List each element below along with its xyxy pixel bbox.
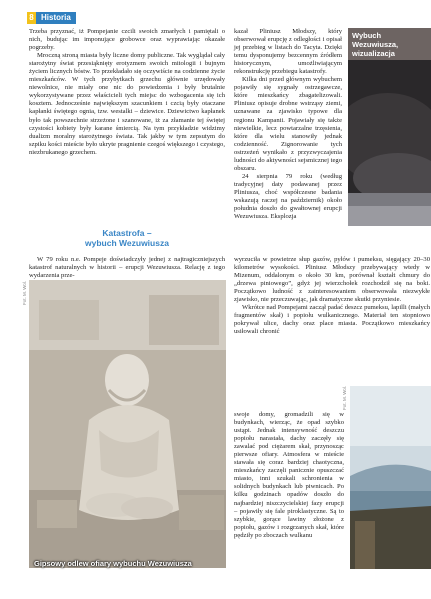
landscape-photo xyxy=(350,386,431,569)
landscape-illustration xyxy=(350,386,431,569)
subheading-line-1: Katastrofa – xyxy=(102,228,152,238)
paragraph: swoje domy, gromadzili się w budynkach, wierząc, że opad szybko ustąpi. Jednak intensywność deszczu popiołu narastała, dachy zaczęły się zawalać pod ciężarem skał, przynosząc pierwsze ofiary. Atmosfera w mieście stawała się coraz bardziej chaotyczna, mieszkańcy zaczęli panicznie opuszczać miasto, inni szukali schronienia w solidnych budynkach lub piwnicach. Po kilku godzinach opadów doszło do najbardziej niszczycielskiej fazy erupcji – pojawiły się fale piroklastyczne. Są to szybkie, gorące lawiny złożone z popiołu, gazów i rozgrzanych skał, które pędziły po zboczach wulkanu xyxy=(234,411,344,539)
paragraph: W 79 roku n.e. Pompeje doświadczyły jednej z najtragiczniejszych katastrof naturalnych w historii – erupcji Wezuwiusza. Relację z tego wydarzenia prze- xyxy=(29,256,225,280)
paragraph: Wkrótce nad Pompejami zaczął padać deszcz pumeksu, lapilli (małych fragmentów skał) i popiołu wulkanicznego. Materiał ten stopniowo pokrywał ulice, dachy oraz place miasta. Początkowo mieszkańcy usiłowali chronić xyxy=(234,304,430,336)
paragraph: wyrzuciła w powietrze słup gazów, pyłów i pumeksu, sięgający 20–30 kilometrów wysokości. Pliniusz Młodszy przebywający wtedy w Mizenum, oddalonym o około 30 km, porównał kształt chmury do „drzewa piniowego”, gdyż jej wierzchołek rozchodził się na boki. Początkowo ludność z zainteresowaniem obserwowała niezwykłe zjawisko, nie przeczuwając, jak dramatyczne skutki przyniesie. xyxy=(234,256,430,304)
page-number: 8 xyxy=(27,12,36,24)
column-1-text xyxy=(29,28,225,157)
paragraph: Kilka dni przed głównym wybuchem pojawiły się sygnały ostrzegawcze, które mieszkańcy zbagatelizowali. Pliniusz opisuje drobne wstrząsy ziemi, uznawane za zjawisko typowe dla regionu Kampanii. Pojawiały się także niewielkie, lecz powtarzalne trzęsienia, które dla wielu stanowiły jednak codzienność. Zignorowanie tych ostrzeżeń wynikało z przyzwyczajenia ludności do aktywności sejsmicznej tego obszaru. xyxy=(234,76,342,172)
column-2-narrow-text xyxy=(234,411,344,540)
photo-credit-right: Fot. M. Wol. xyxy=(342,385,347,410)
subheading-line-2: wybuch Wezuwiusza xyxy=(85,238,169,248)
page-header xyxy=(27,11,76,24)
caption-line: Wybuch xyxy=(352,31,382,40)
subheading xyxy=(29,228,225,248)
plaster-cast-photo xyxy=(29,280,226,568)
caption-line: Wezuwiusza, xyxy=(352,40,399,49)
column-2-text xyxy=(234,28,342,221)
caption-line: wizualizacja xyxy=(352,49,395,58)
paragraph: kazał Pliniusz Młodszy, który obserwował erupcję z odległości i opisał jej przebieg w listach do Tacyta. Dzięki temu dysponujemy bezcennym źródłem historycznym, umożliwiającym rekonstrukcję przebiegu katastrofy. xyxy=(234,28,342,76)
paragraph: Mroczną stroną miasta były liczne domy publiczne. Tak wyglądał cały starożytny świat przesiąknięty erotyzmem swoich mitologii i bujnym życiem licznych bóstw. To przekładało się oczywiście na codzienne życie mieszkańców. W tych przybytkach grzechu głównie urzędowały niewolnice, nie miały one nic do powiedzenia i były brutalnie wykorzystywane przez właścicieli tych miejsc do wzbogacenia się ich kosztem. Jednocześnie największym szacunkiem i czcią były otaczane kapłanki świętego ognia, tzw. westalki – dziewice. Dziewictwo kapłanek było tak powszechnie strzeżone i szanowane, iż za złamanie tej świętej czystości kobiety były karane śmiercią. Na tym przykładzie widzimy dualizm moralny starożytnego świata. Tak jakby w tym zepsutym do szpiku kości mieście było ukryte pragnienie czegoś większego i czystego, niezbrukanego grzechem. xyxy=(29,52,225,156)
paragraph: Trzeba przyznać, iż Pompejanie czcili swoich zmarłych i pamiętali o nich, budując im imponujące grobowce oraz wyprawiając okazałe pogrzeby. xyxy=(29,28,225,52)
section-label: Historia xyxy=(36,12,76,24)
column-2-wide-text xyxy=(234,256,430,336)
plaster-cast-illustration xyxy=(29,280,226,568)
column-1-bottom-text xyxy=(29,256,225,280)
main-photo-caption: Gipsowy odlew ofiary wybuchu Wezuwiusza xyxy=(34,559,192,568)
top-photo-caption xyxy=(348,28,431,60)
paragraph: 24 sierpnia 79 roku (według tradycyjnej daty podawanej przez Pliniusza, choć współczesne badania wskazują raczej na październik) około południa doszło do gwałtownej erupcji Wezuwiusza. Eksplozja xyxy=(234,172,342,221)
photo-credit: Fot. M. Wol. xyxy=(22,280,27,305)
